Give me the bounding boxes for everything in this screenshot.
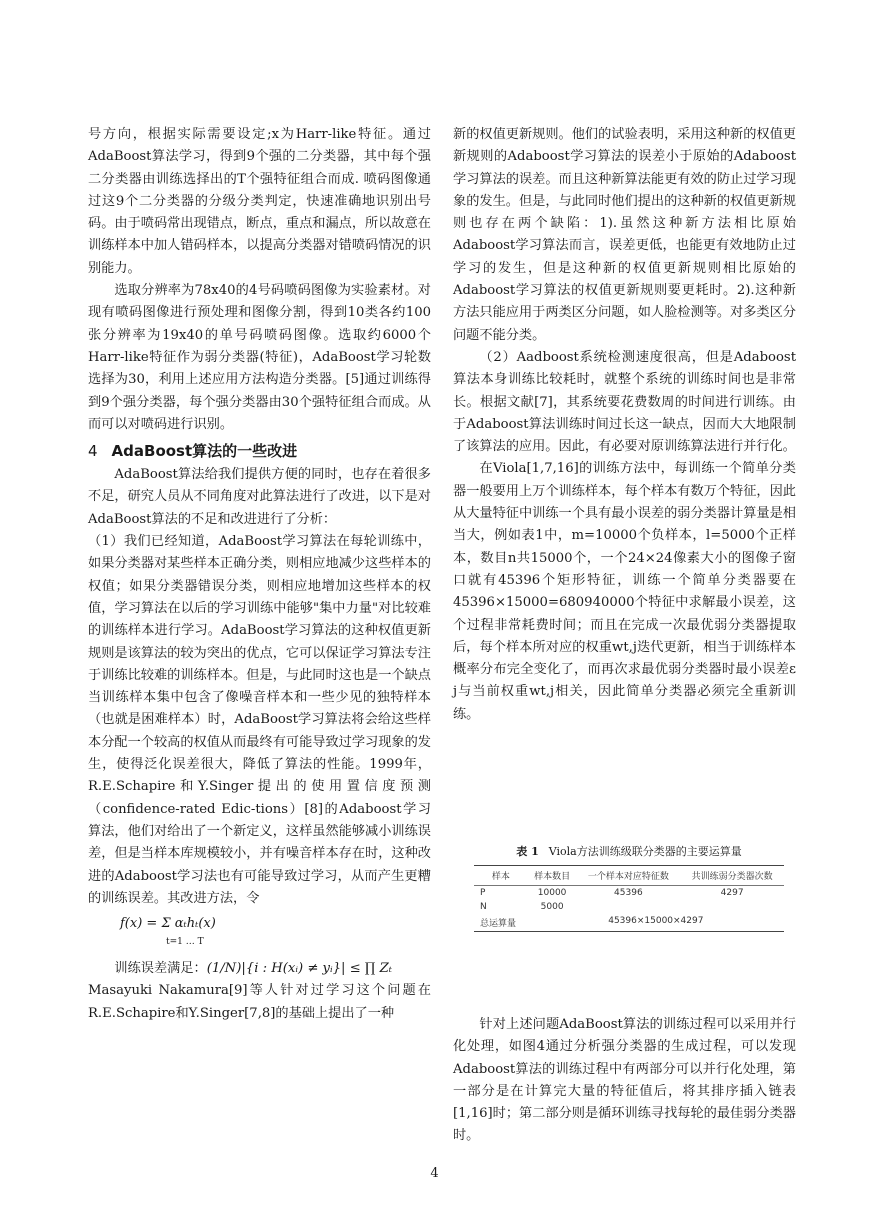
paragraph: 针对上述问题AdaBoost算法的训练过程可以采用并行化处理，如图4通过分析强分类器的生成过程，可以发现Adaboost算法的训练过程中有两部分可以并行化处理，第一部分是在计算完大量的特征值后，将其排序插入链表[1,16]时；第二部分则是循环训练寻找每轮的最佳弱分类器时。: [453, 1017, 796, 1144]
formula-f: [88, 914, 431, 952]
right-column-bottom: [453, 1014, 796, 1148]
formula-range: t=1 … T: [166, 937, 204, 948]
table-header-cell: 共训练弱分类器次数: [691, 872, 773, 882]
paragraph: 在Viola[1,7,16]的训练方法中，每训练一个简单分类器一般要用上万个训练样本，每个样本有数万个特征，因此从大量特征中训练一个具有最小误差的弱分类器计算量是相当大，例如表1中，m=10000个负样本，l=5000个正样本，数目n共15000个，一个24×24像素大小的图像子窗口就有45396个矩形特征，训练一个简单分类器要在45396×15000=680940000个特征中求解最小误差，这个过程非常耗费时间；而且在完成一次最优弱分类器提取后，每个样本所对应的权重wt,j迭代更新，相当于训练样本概率分布完全变化了，而再次求最优弱分类器时最小误差ε j与当前权重wt,j相关，因此简单分类器必须完全重新训练。: [453, 461, 796, 722]
formula-expression: f(x) = Σ αₜhₜ(x): [120, 916, 216, 932]
section-number: 4: [88, 442, 98, 461]
formula-training-error: (1/N)|{i : H(xᵢ) ≠ yᵢ}| ≤ ∏ Zₜ: [206, 961, 393, 977]
table-cell: 总运算量: [480, 919, 517, 929]
table-row: [474, 914, 784, 932]
table-cell: [577, 900, 681, 914]
table-cell: 4297: [720, 888, 744, 898]
paragraph: 号方向，根据实际需要设定;x为Harr-like特征。通过AdaBoost算法学习，得到9个强的二分类器，其中每个强二分类器由训练选择出的T个强特征组合而成. 喷码图像通过这9个二分类器的分级分类判定，快速准确地识别出号码。由于喷码常出现错点，断点，重点和漏点，所以故意在训练样本中加人错码样本，以提高分类器对错喷码情况的识别能力。: [88, 127, 431, 276]
left-column: [88, 124, 431, 1025]
right-column: [453, 124, 796, 726]
paragraph: AdaBoost算法给我们提供方便的同时，也存在着很多不足，研究人员从不同角度对此算法进行了改进，以下是对AdaBoost算法的不足和改进进行了分析：: [88, 467, 431, 527]
training-error-lead: 训练误差满足：: [114, 961, 207, 977]
section-title: AdaBoost算法的一些改进: [111, 442, 298, 461]
paragraph: （1）我们已经知道，AdaBoost学习算法在每轮训练中，如果分类器对某些样本正确分类，则相应地减少这些样本的权值；如果分类器错误分类，则相应地增加这些样本的权值，学习算法在以后的学习训练中能够"集中力量"对比较难的训练样本进行学习。AdaBoost学习算法的这种权值更新规则是该算法的较为突出的优点，它可以保证学习算法专注于训练比较难的训练样本。但是，与此同时这也是一个缺点当训练样本集中包含了像噪音样本和一些少见的独特样本（也就是困难样本）时，AdaBoost学习算法将会给这些样本分配一个较高的权值从而最终有可能导致过学习现象的发生，使得泛化误差很大，降低了算法的性能。1999年，R.E.Schapire和Y.Singer提出的使用置信度预测（confidence-rated Edic-tions）[8]的Adaboost学习算法，他们对给出了一个新定义，这样虽然能够减小训练误差，但是当样本库规模较小，并有噪音样本存在时，这种改进的Adaboost学习法也有可能导致过学习，从而产生更糟的训练误差。其改进方法，令: [88, 534, 431, 906]
table-row: [474, 886, 784, 901]
table-header-cell: 样本数目: [534, 872, 571, 882]
paragraph: 选取分辨率为78x40的4号码喷码图像为实验素材。对现有喷码图像进行预处理和图像分割，得到10类各约100张分辨率为19x40的单号码喷码图像。选取约6000个Harr-like特征作为弱分类器(特征)，AdaBoost学习轮数选择为30，利用上述应用方法构造分类器。[5]通过训练得到9个强分类器，每个强分类器由30个强特征组合而成。从而可以对喷码进行识别。: [88, 283, 431, 432]
table-caption-number: 表 1: [516, 845, 539, 858]
table-cell: 45396: [614, 888, 643, 898]
paragraph: Masayuki Nakamura[9]等人针对过学习这个问题在R.E.Schapire和Y.Singer[7,8]的基础上提出了一种: [88, 983, 431, 1021]
table-cell: 45396×15000×4297: [608, 916, 704, 926]
page-number: 4: [430, 1166, 439, 1181]
table-caption-text: Viola方法训练级联分类器的主要运算量: [548, 845, 742, 858]
table-cell: P: [480, 888, 486, 898]
table-header-cell: 一个样本对应特征数: [587, 872, 669, 882]
paragraph: （2）Aadboost系统检测速度很高，但是Adaboost算法本身训练比较耗时，就整个系统的训练时间也是非常长。根据文献[7]，其系统要花费数周的时间进行训练。由于Adaboost算法训练时间过长这一缺点，因而大大地限制了该算法的应用。因此，有必要对原训练算法进行并行化。: [453, 349, 796, 455]
table-header-row: [474, 866, 784, 886]
table-caption: [474, 843, 784, 859]
paragraph: 新的权值更新规则。他们的试验表明，采用这种新的权值更新规则的Adaboost学习算法的误差小于原始的Adaboost学习算法的误差。而且这种新算法能更有效的防止过学习现象的发生。但是，与此同时他们提出的这种新的权值更新规则也存在两个缺陷：1).虽然这种新方法相比原始Adaboost学习算法而言，误差更低，也能更有效地防止过学习的发生，但是这种新的权值更新规则相比原始的Adaboost学习算法的权值更新规则要更耗时。2).这种新方法只能应用于两类区分问题，如人脸检测等。对多类区分问题不能分类。: [453, 127, 796, 343]
viola-computation-table: [474, 865, 784, 932]
table-cell: [680, 900, 784, 914]
table-cell: N: [480, 902, 487, 912]
table-cell: 5000: [540, 902, 564, 912]
table-1: [474, 843, 784, 932]
table-row: [474, 900, 784, 914]
table-header-cell: 样本: [491, 872, 510, 882]
training-error-line: [88, 958, 431, 980]
table-cell: 10000: [537, 888, 567, 898]
section-heading: [88, 438, 431, 464]
